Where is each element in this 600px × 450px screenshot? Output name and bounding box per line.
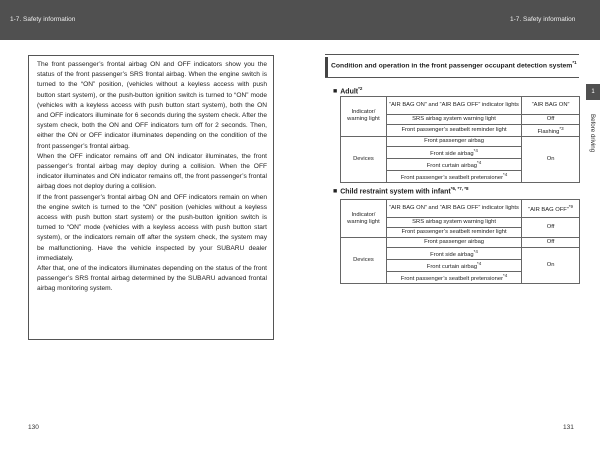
- square-bullet-icon: ■: [333, 188, 338, 196]
- table-cell-value: Off: [522, 218, 580, 238]
- table-cell-value: On: [522, 136, 580, 182]
- indicator-explanation-box: [28, 55, 274, 340]
- paragraph: The front passenger’s frontal airbag ON and OFF indicators show you the status of the front passenger’s SRS frontal airbag. When the engine switch is turned to the “ON” position, (vehicles without a keyless access with push button start system), or the push-button ignition switch is turned to “ON” mode (vehicles with a keyless access with push button start system), both the ON and OFF indicators illuminate for 6 seconds during the system check. After the system check, both the ON and OFF indicators turn off for 2 seconds. Then, either the ON or OFF indicator illuminates depending on the condition of the front passenger’s frontal airbag.: [37, 61, 267, 150]
- page-header: [0, 0, 600, 40]
- header-left-title: 1-7. Safety information: [10, 16, 76, 23]
- footnote-ref: *4: [477, 261, 482, 267]
- child-status-table: [340, 199, 580, 284]
- footnote-ref: *9: [568, 204, 574, 210]
- footnote-ref: *2: [358, 86, 363, 91]
- paragraph: After that, one of the indicators illuminates depending on the status of the front passenger’s SRS frontal airbag determined by the SUBARU advanced frontal airbag monitoring system.: [37, 265, 267, 293]
- footnote-ref: *4: [473, 249, 478, 255]
- chapter-tab: 1: [586, 84, 600, 100]
- table-cell-value: Flashing$^{*3}$: [522, 125, 580, 137]
- table-cell: “AIR BAG ON” and “AIR BAG OFF” indicator lights: [386, 200, 521, 218]
- table-cell: Front curtain airbag$^{*4}$: [386, 158, 521, 170]
- page-number-left: 130: [28, 424, 39, 431]
- table-cell: Front passenger’s seatbelt reminder light: [386, 228, 521, 238]
- square-bullet-icon: ■: [333, 88, 338, 96]
- paragraph: When the OFF indicator remains off and ON indicator illuminates, the front passenger’s frontal airbag may deploy during a collision. When the OFF indicator illuminates and ON indicator remains off, the front passenger’s frontal airbag does not deploy during a collision.: [37, 152, 267, 191]
- table-cell: Front passenger’s seatbelt pretensioner$^{*4}$: [386, 170, 521, 182]
- table-cell-value: “AIR BAG OFF”$^{*9}$: [522, 200, 580, 218]
- child-subheading: ■ Child restraint system with infant$^{*6, *7, *8}$: [333, 186, 469, 196]
- table-cell: “AIR BAG ON” and “AIR BAG OFF” indicator lights: [386, 97, 521, 115]
- table-cell: SRS airbag system warning light: [386, 115, 521, 125]
- adult-subheading: ■ Adult$^{*2}$: [333, 86, 363, 96]
- table-cell-value: Off: [522, 238, 580, 248]
- table-cell: Front curtain airbag$^{*4}$: [386, 260, 521, 272]
- footnote-ref: *6, *7, *8: [450, 186, 469, 191]
- table-cell-value: “AIR BAG ON”: [522, 97, 580, 115]
- section-heading-text: Condition and operation in the front passenger occupant detection system$^{*1}$: [331, 60, 577, 70]
- table-group-label: Indicator/ warning light: [341, 97, 387, 137]
- footnote-ref: *4: [473, 147, 478, 153]
- chapter-label: [584, 112, 600, 172]
- paragraph: If the front passenger’s frontal airbag ON and OFF indicators remain on when the engine switch is turned to the “ON” position (vehicles without a keyless access with push button start system) or the push-button ignition switch is turned to “ON” mode (vehicles with a keyless access with push button start system), or the indicators remain off after the system check, the system may be malfunctioning. Have the vehicle inspected by your SUBARU dealer immediately.: [37, 193, 267, 262]
- footnote-ref: *4: [477, 159, 482, 165]
- table-cell: Front side airbag$^{*4}$: [386, 248, 521, 260]
- heading-marker: [325, 57, 328, 77]
- footnote-ref: *4: [503, 273, 508, 279]
- table-cell: SRS airbag system warning light: [386, 218, 521, 228]
- section-heading: [325, 54, 579, 78]
- table-group-label: Indicator/ warning light: [341, 200, 387, 238]
- table-cell-value: Off: [522, 115, 580, 125]
- footnote-ref: *4: [503, 171, 508, 177]
- header-right-title: 1-7. Safety information: [510, 16, 576, 23]
- table-group-label: Devices: [341, 136, 387, 182]
- page-number-right: 131: [563, 424, 574, 431]
- table-group-label: Devices: [341, 238, 387, 284]
- table-cell: Front passenger airbag: [386, 136, 521, 146]
- table-cell: Front passenger’s seatbelt reminder light: [386, 125, 521, 137]
- chapter-label-text: Before driving: [589, 114, 596, 153]
- table-cell-value: On: [522, 248, 580, 284]
- footnote-ref: *1: [572, 60, 577, 65]
- table-cell: Front passenger’s seatbelt pretensioner$^{*4}$: [386, 272, 521, 284]
- footnote-ref: *3: [559, 126, 564, 131]
- table-cell: Front passenger airbag: [386, 238, 521, 248]
- table-cell: Front side airbag$^{*4}$: [386, 146, 521, 158]
- adult-status-table: [340, 96, 580, 183]
